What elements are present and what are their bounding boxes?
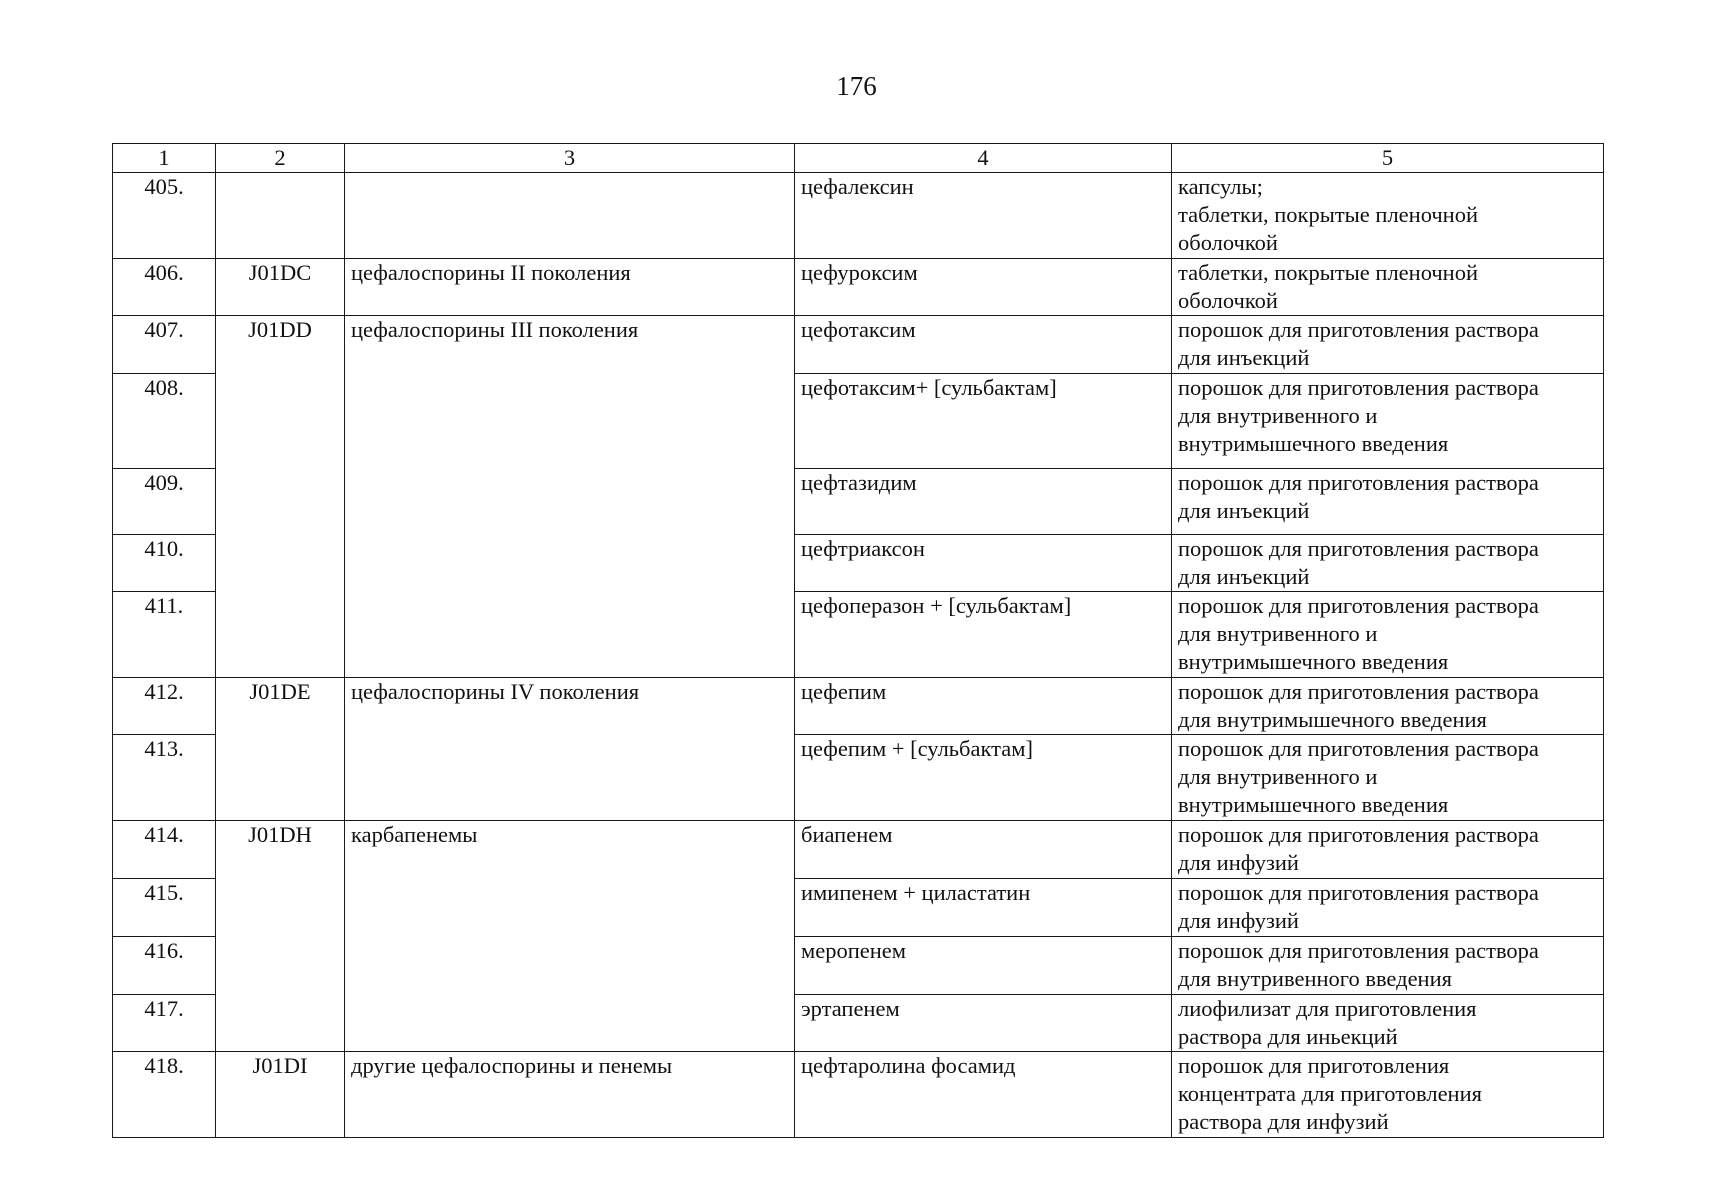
group-name: другие цефалоспорины и пенемы bbox=[345, 1052, 795, 1138]
dosage-form bbox=[1172, 259, 1604, 316]
drug-name: меропенем bbox=[795, 937, 1172, 995]
dosage-form-line: порошок для приготовления раствора bbox=[1178, 317, 1539, 342]
dosage-form-line: порошок для приготовления раствора bbox=[1178, 679, 1539, 704]
drug-name: эртапенем bbox=[795, 995, 1172, 1052]
dosage-form-line: порошок для приготовления раствора bbox=[1178, 470, 1539, 495]
table-row bbox=[113, 821, 1604, 879]
dosage-form-line: порошок для приготовления раствора bbox=[1178, 593, 1539, 618]
dosage-form-line: порошок для приготовления раствора bbox=[1178, 536, 1539, 561]
dosage-form bbox=[1172, 821, 1604, 879]
table-header-row bbox=[113, 144, 1604, 173]
row-number: 408. bbox=[113, 374, 216, 469]
drug-name: цефотаксим+ [сульбактам] bbox=[795, 374, 1172, 469]
column-header-5: 5 bbox=[1172, 144, 1604, 173]
row-number: 418. bbox=[113, 1052, 216, 1138]
dosage-form bbox=[1172, 995, 1604, 1052]
table-row bbox=[113, 678, 1604, 735]
drug-name: биапенем bbox=[795, 821, 1172, 879]
drug-name: цефуроксим bbox=[795, 259, 1172, 316]
dosage-form-line: оболочкой bbox=[1178, 230, 1278, 255]
dosage-form bbox=[1172, 592, 1604, 678]
dosage-form-line: для внутривенного и bbox=[1178, 764, 1378, 789]
dosage-form bbox=[1172, 735, 1604, 821]
dosage-form-line: порошок для приготовления раствора bbox=[1178, 375, 1539, 400]
dosage-form-line: порошок для приготовления раствора bbox=[1178, 880, 1539, 905]
dosage-form-line: для внутримышечного введения bbox=[1178, 707, 1487, 732]
dosage-form-line: оболочкой bbox=[1178, 288, 1278, 313]
column-header-4: 4 bbox=[795, 144, 1172, 173]
table-row bbox=[113, 259, 1604, 316]
dosage-form-line: внутримышечного введения bbox=[1178, 431, 1449, 456]
dosage-form-line: порошок для приготовления раствора bbox=[1178, 938, 1539, 963]
group-name: карбапенемы bbox=[345, 821, 795, 1052]
row-number: 417. bbox=[113, 995, 216, 1052]
drug-name: цефтазидим bbox=[795, 469, 1172, 535]
dosage-form-line: для внутривенного введения bbox=[1178, 966, 1452, 991]
row-number: 407. bbox=[113, 316, 216, 374]
row-number: 410. bbox=[113, 535, 216, 592]
dosage-form bbox=[1172, 374, 1604, 469]
drug-name: цефалексин bbox=[795, 173, 1172, 259]
dosage-form bbox=[1172, 678, 1604, 735]
drug-name: цефтаролина фосамид bbox=[795, 1052, 1172, 1138]
dosage-form-line: для внутривенного и bbox=[1178, 403, 1378, 428]
dosage-form-line: внутримышечного введения bbox=[1178, 649, 1449, 674]
row-number: 416. bbox=[113, 937, 216, 995]
drug-name: цефоперазон + [сульбактам] bbox=[795, 592, 1172, 678]
drug-name: цефепим + [сульбактам] bbox=[795, 735, 1172, 821]
dosage-form-line: для внутривенного и bbox=[1178, 621, 1378, 646]
dosage-form-line: порошок для приготовления bbox=[1178, 1053, 1450, 1078]
dosage-form bbox=[1172, 937, 1604, 995]
row-number: 409. bbox=[113, 469, 216, 535]
row-number: 414. bbox=[113, 821, 216, 879]
drug-name: цефотаксим bbox=[795, 316, 1172, 374]
dosage-form bbox=[1172, 1052, 1604, 1138]
atc-code: J01DE bbox=[216, 678, 345, 821]
atc-code: J01DI bbox=[216, 1052, 345, 1138]
dosage-form-line: раствора для инфузий bbox=[1178, 1109, 1389, 1134]
drug-name: имипенем + циластатин bbox=[795, 879, 1172, 937]
group-name: цефалоспорины III поколения bbox=[345, 316, 795, 678]
table-row bbox=[113, 1052, 1604, 1138]
table-row bbox=[113, 173, 1604, 259]
dosage-form-line: порошок для приготовления раствора bbox=[1178, 736, 1539, 761]
column-header-3: 3 bbox=[345, 144, 795, 173]
atc-code: J01DD bbox=[216, 316, 345, 678]
drug-name: цефепим bbox=[795, 678, 1172, 735]
dosage-form-line: внутримышечного введения bbox=[1178, 792, 1449, 817]
atc-code: J01DH bbox=[216, 821, 345, 1052]
dosage-form-line: лиофилизат для приготовления bbox=[1178, 996, 1477, 1021]
dosage-form-line: для инъекций bbox=[1178, 564, 1310, 589]
row-number: 406. bbox=[113, 259, 216, 316]
row-number: 405. bbox=[113, 173, 216, 259]
dosage-form-line: таблетки, покрытые пленочной bbox=[1178, 202, 1479, 227]
dosage-form-line: концентрата для приготовления bbox=[1178, 1081, 1482, 1106]
page-number: 176 bbox=[836, 71, 877, 101]
dosage-form-line: для инъекций bbox=[1178, 498, 1310, 523]
dosage-form bbox=[1172, 535, 1604, 592]
atc-code: J01DC bbox=[216, 259, 345, 316]
dosage-form bbox=[1172, 173, 1604, 259]
column-header-2: 2 bbox=[216, 144, 345, 173]
column-header-1: 1 bbox=[113, 144, 216, 173]
dosage-form-line: таблетки, покрытые пленочной bbox=[1178, 260, 1479, 285]
table-body bbox=[113, 173, 1604, 1138]
dosage-form-line: раствора для иньекций bbox=[1178, 1024, 1398, 1049]
group-name: цефалоспорины IV поколения bbox=[345, 678, 795, 821]
medication-table bbox=[112, 143, 1604, 1138]
row-number: 413. bbox=[113, 735, 216, 821]
group-name: цефалоспорины II поколения bbox=[345, 259, 795, 316]
dosage-form-line: для инфузий bbox=[1178, 908, 1299, 933]
dosage-form bbox=[1172, 879, 1604, 937]
row-number: 412. bbox=[113, 678, 216, 735]
row-number: 411. bbox=[113, 592, 216, 678]
group-name bbox=[345, 173, 795, 259]
row-number: 415. bbox=[113, 879, 216, 937]
dosage-form-line: для инъекций bbox=[1178, 345, 1310, 370]
dosage-form bbox=[1172, 469, 1604, 535]
dosage-form-line: для инфузий bbox=[1178, 850, 1299, 875]
dosage-form-line: капсулы; bbox=[1178, 174, 1263, 199]
dosage-form-line: порошок для приготовления раствора bbox=[1178, 822, 1539, 847]
atc-code bbox=[216, 173, 345, 259]
dosage-form bbox=[1172, 316, 1604, 374]
table-row bbox=[113, 316, 1604, 374]
drug-name: цефтриаксон bbox=[795, 535, 1172, 592]
